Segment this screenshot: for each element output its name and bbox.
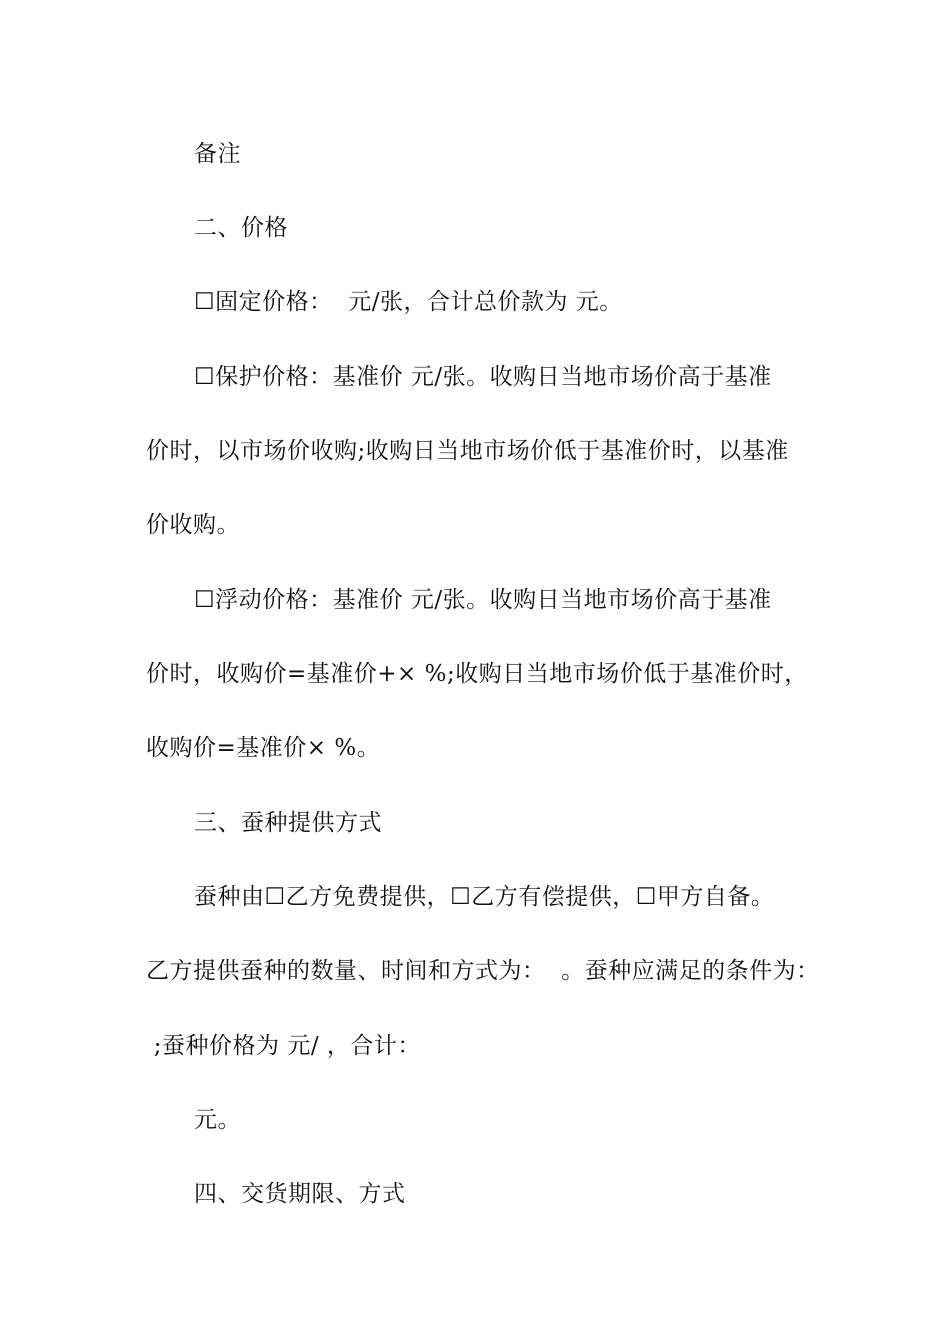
floating-price-line: ☐浮动价格：基准价 元/张。收购日当地市场价高于基准 [194, 587, 772, 613]
protected-price-line: ☐保护价格：基准价 元/张。收购日当地市场价高于基准 [194, 364, 772, 390]
section-heading-delivery: 四、交货期限、方式 [194, 1181, 406, 1207]
floating-price-line-3: 收购价=基准价× %。 [146, 735, 381, 761]
silkworm-eggs-price-line: ;蚕种价格为 元/ ，合计： [146, 1033, 421, 1059]
floating-price-line-2: 价时，收购价=基准价+× %;收购日当地市场价低于基准价时， [146, 661, 808, 687]
protected-price-line-3: 价收购。 [146, 512, 240, 538]
silkworm-eggs-source-line: 蚕种由☐乙方免费提供，☐乙方有偿提供，☐甲方自备。 [194, 884, 775, 910]
silkworm-eggs-total-line: 元。 [194, 1107, 241, 1133]
note-label: 备注 [194, 141, 241, 167]
fixed-price-line: ☐固定价格： 元/张，合计总价款为 元。 [194, 289, 623, 315]
protected-price-line-2: 价时，以市场价收购;收购日当地市场价低于基准价时，以基准 [146, 438, 789, 464]
section-heading-price: 二、价格 [194, 215, 288, 241]
section-heading-silkworm-eggs: 三、蚕种提供方式 [194, 810, 382, 836]
silkworm-eggs-supply-line: 乙方提供蚕种的数量、时间和方式为： 。蚕种应满足的条件为： [146, 958, 820, 984]
